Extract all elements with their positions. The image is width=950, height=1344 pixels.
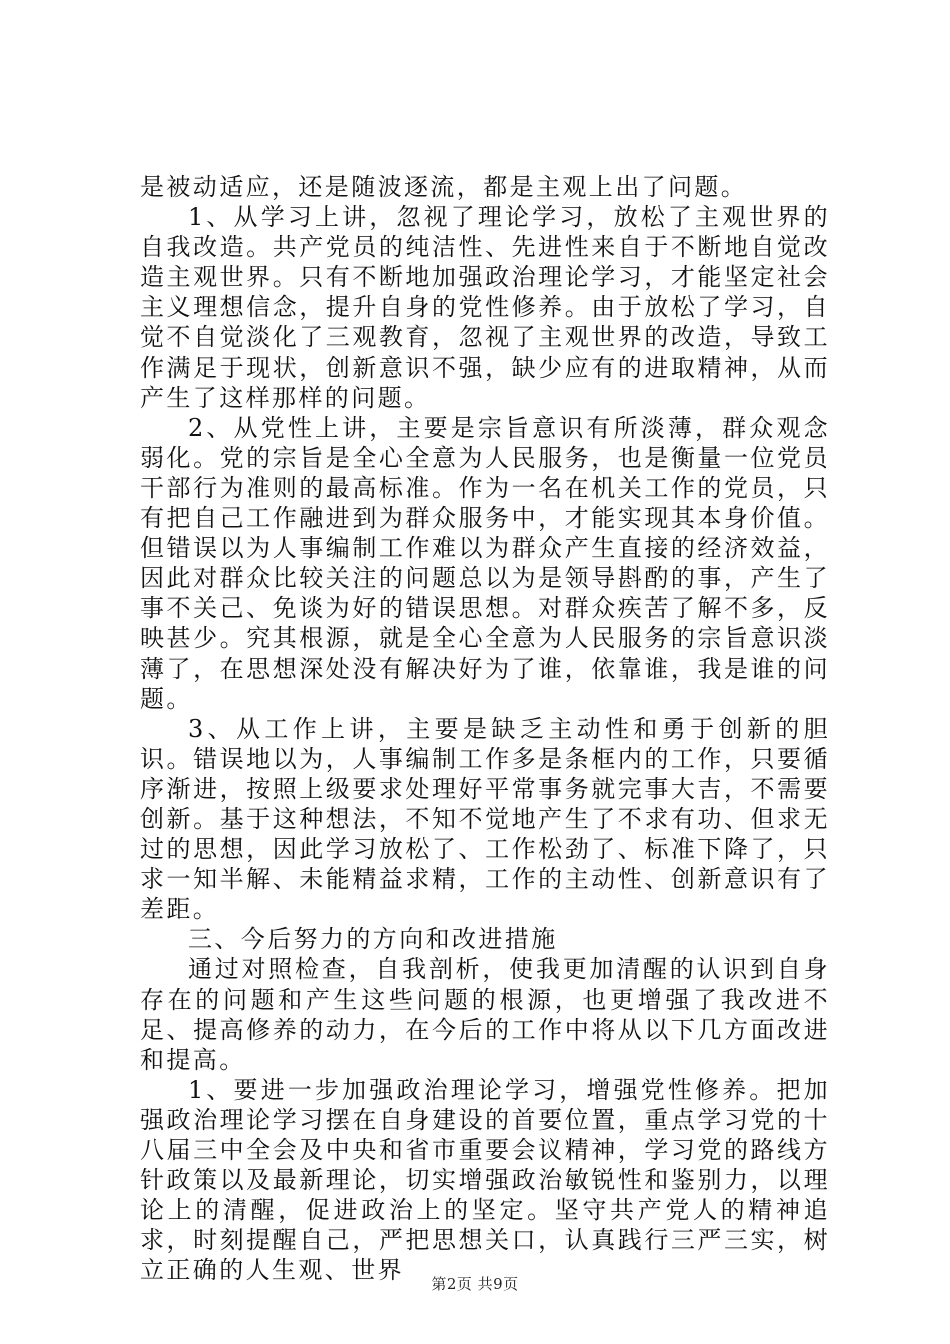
paragraph-point-party-spirit: 2、从党性上讲，主要是宗旨意识有所淡薄，群众观念弱化。党的宗旨是全心全意为人民服务，也是衡量一位党员干部行为准则的最高标准。作为一名在机关工作的党员，只有把自己工作融进到为群众服务中，才能实现其本身价值。但错误以为人事编制工作难以为群众产生直接的经济效益，因此对群众比较关注的问题总以为是领导斟酌的事，产生了事不关己、免谈为好的错误思想。对群众疾苦了解不多，反映甚少。究其根源，就是全心全意为人民服务的宗旨意识淡薄了，在思想深处没有解决好为了谁，依靠谁，我是谁的问题。 bbox=[140, 413, 830, 713]
paragraph-point-work: 3、从工作上讲，主要是缺乏主动性和勇于创新的胆识。错误地以为，人事编制工作多是条框内的工作，只要循序渐进，按照上级要求处理好平常事务就完事大吉，不需要创新。基于这种想法，不知不觉地产生了不求有功、但求无过的思想，因此学习放松了、工作松劲了、标准下降了，只求一知半解、未能精益求精，工作的主动性、创新意识有了差距。 bbox=[140, 714, 830, 924]
paragraph-improvement-intro: 通过对照检查，自我剖析，使我更加清醒的认识到自身存在的问题和产生这些问题的根源，也更增强了我改进不足、提高修养的动力，在今后的工作中将从以下几方面改进和提高。 bbox=[140, 955, 830, 1074]
paragraph-measure-theory: 1、要进一步加强政治理论学习，增强党性修养。把加强政治理论学习摆在自身建设的首要位置，重点学习党的十八届三中全会及中央和省市重要会议精神，学习党的路线方针政策以及最新理论，切实增强政治敏锐性和鉴别力，以理论上的清醒，促进政治上的坚定。坚守共产党人的精神追求，时刻提醒自己，严把思想关口，认真践行三严三实，树立正确的人生观、世界 bbox=[140, 1075, 830, 1285]
paragraph-continuation: 是被动适应，还是随波逐流，都是主观上出了问题。 bbox=[140, 173, 748, 201]
paragraph-point-study: 1、从学习上讲，忽视了理论学习，放松了主观世界的自我改造。共产党员的纯洁性、先进性来自于不断地自觉改造主观世界。只有不断地加强政治理论学习，才能坚定社会主义理想信念，提升自身的党性修养。由于放松了学习，自觉不自觉淡化了三观教育，忽视了主观世界的改造，导致工作满足于现状，创新意识不强，缺少应有的进取精神，从而产生了这样那样的问题。 bbox=[140, 203, 830, 412]
page-indicator: 第2页 共9页 bbox=[431, 1275, 519, 1293]
document-body bbox=[140, 172, 830, 1285]
section-heading-improvement: 三、今后努力的方向和改进措施 bbox=[188, 925, 558, 954]
